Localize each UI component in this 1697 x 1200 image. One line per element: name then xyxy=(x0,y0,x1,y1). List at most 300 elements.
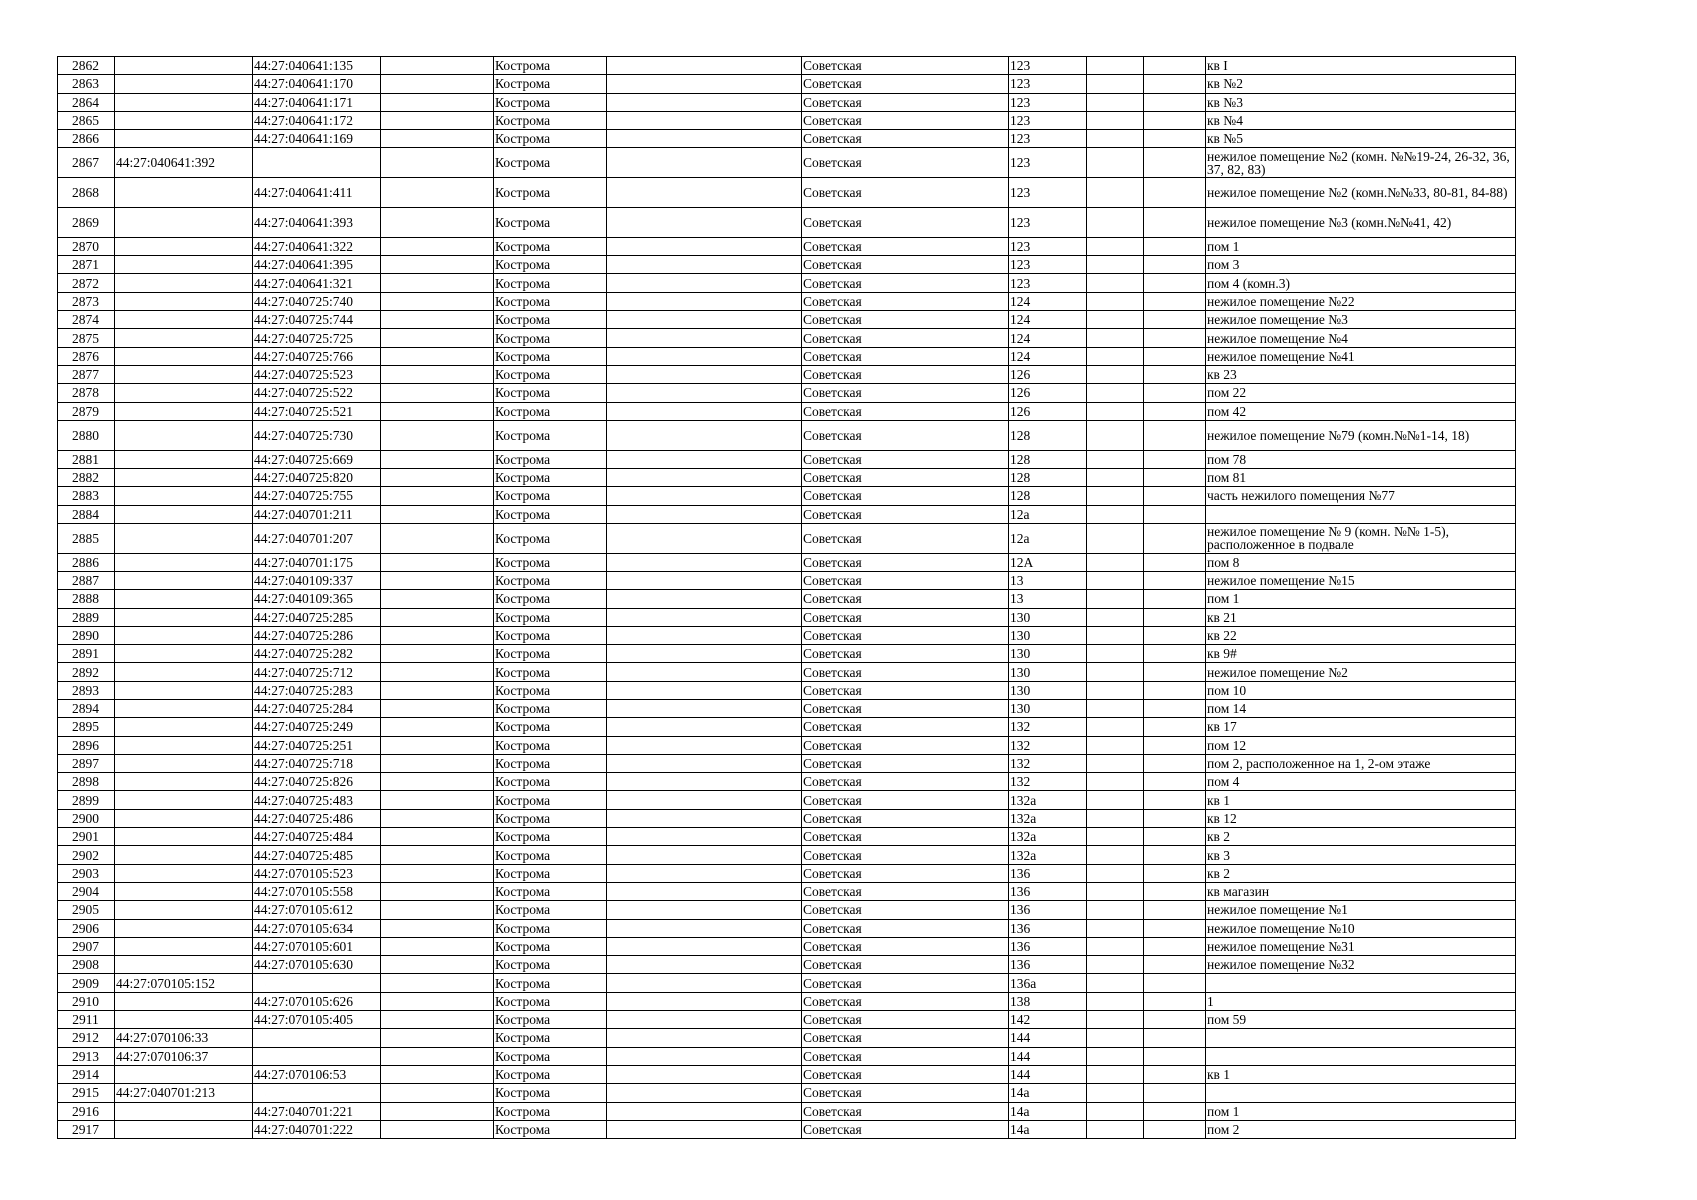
cell-house: 136 xyxy=(1009,864,1087,882)
cell-street: Советская xyxy=(802,828,1009,846)
cell-description: кв 23 xyxy=(1206,365,1516,383)
cell-street: Советская xyxy=(802,736,1009,754)
cell-cadastral-building xyxy=(115,487,253,505)
cell-empty xyxy=(1087,237,1144,255)
cell-empty xyxy=(1144,828,1206,846)
cell-empty xyxy=(1144,809,1206,827)
cell-cadastral-building xyxy=(115,608,253,626)
cell-description: пом 12 xyxy=(1206,736,1516,754)
table-row xyxy=(58,347,1516,365)
cell-cadastral-building xyxy=(115,956,253,974)
cell-empty xyxy=(381,111,494,129)
cell-city: Кострома xyxy=(494,992,607,1010)
cell-empty xyxy=(381,256,494,274)
cell-cadastral-unit xyxy=(253,1084,381,1102)
cell-cadastral-building xyxy=(115,420,253,450)
cell-row-number: 2892 xyxy=(58,663,115,681)
cell-city: Кострома xyxy=(494,608,607,626)
cell-city: Кострома xyxy=(494,256,607,274)
cell-empty xyxy=(1087,1047,1144,1065)
cell-street: Советская xyxy=(802,402,1009,420)
cell-house: 12А xyxy=(1009,553,1087,571)
cell-empty xyxy=(1087,292,1144,310)
cell-empty xyxy=(1144,864,1206,882)
cell-cadastral-building xyxy=(115,384,253,402)
cell-empty xyxy=(607,208,802,238)
cell-empty xyxy=(381,882,494,900)
cell-street: Советская xyxy=(802,256,1009,274)
cell-house: 13 xyxy=(1009,590,1087,608)
cell-cadastral-unit: 44:27:040641:172 xyxy=(253,111,381,129)
cell-cadastral-unit: 44:27:040641:395 xyxy=(253,256,381,274)
cell-empty xyxy=(1144,1065,1206,1083)
table-body xyxy=(58,57,1516,1139)
cell-cadastral-unit: 44:27:040725:483 xyxy=(253,791,381,809)
cell-row-number: 2886 xyxy=(58,553,115,571)
table-row xyxy=(58,754,1516,772)
cell-empty xyxy=(1087,93,1144,111)
cell-empty xyxy=(1144,347,1206,365)
cell-description: нежилое помещение №22 xyxy=(1206,292,1516,310)
cell-city: Кострома xyxy=(494,347,607,365)
cell-house: 130 xyxy=(1009,645,1087,663)
cell-empty xyxy=(607,626,802,644)
cell-cadastral-building xyxy=(115,882,253,900)
cell-cadastral-unit: 44:27:040701:211 xyxy=(253,505,381,523)
cell-empty xyxy=(1144,365,1206,383)
table-row xyxy=(58,1065,1516,1083)
cell-empty xyxy=(607,1084,802,1102)
cell-house: 123 xyxy=(1009,75,1087,93)
cell-city: Кострома xyxy=(494,75,607,93)
cell-house: 13 xyxy=(1009,571,1087,589)
cell-empty xyxy=(1087,773,1144,791)
cell-empty xyxy=(1144,75,1206,93)
cell-empty xyxy=(607,773,802,791)
cell-empty xyxy=(1144,1011,1206,1029)
cell-empty xyxy=(1144,700,1206,718)
cell-cadastral-building xyxy=(115,718,253,736)
cell-empty xyxy=(607,347,802,365)
cell-cadastral-unit: 44:27:040701:222 xyxy=(253,1120,381,1138)
cell-cadastral-unit: 44:27:070105:634 xyxy=(253,919,381,937)
cell-city: Кострома xyxy=(494,450,607,468)
table-row xyxy=(58,1011,1516,1029)
cell-street: Советская xyxy=(802,329,1009,347)
cell-city: Кострома xyxy=(494,1102,607,1120)
cell-empty xyxy=(381,468,494,486)
cell-empty xyxy=(1087,468,1144,486)
cell-street: Советская xyxy=(802,626,1009,644)
cell-empty xyxy=(381,347,494,365)
cell-cadastral-unit: 44:27:040641:135 xyxy=(253,57,381,75)
cell-row-number: 2880 xyxy=(58,420,115,450)
cell-row-number: 2872 xyxy=(58,274,115,292)
cell-empty xyxy=(1087,505,1144,523)
cell-city: Кострома xyxy=(494,329,607,347)
cell-empty xyxy=(1087,864,1144,882)
cell-cadastral-building xyxy=(115,256,253,274)
cell-empty xyxy=(1144,626,1206,644)
table-row xyxy=(58,93,1516,111)
cell-empty xyxy=(1144,681,1206,699)
cell-empty xyxy=(381,974,494,992)
cell-cadastral-unit xyxy=(253,1047,381,1065)
cell-house: 123 xyxy=(1009,237,1087,255)
cell-empty xyxy=(1087,700,1144,718)
cell-empty xyxy=(381,608,494,626)
cell-city: Кострома xyxy=(494,111,607,129)
cell-description: кв №2 xyxy=(1206,75,1516,93)
table-row xyxy=(58,1047,1516,1065)
cell-cadastral-unit: 44:27:040725:282 xyxy=(253,645,381,663)
cell-city: Кострома xyxy=(494,663,607,681)
cell-description: нежилое помещение №4 xyxy=(1206,329,1516,347)
cell-cadastral-unit: 44:27:040725:284 xyxy=(253,700,381,718)
cell-cadastral-building xyxy=(115,450,253,468)
cell-street: Советская xyxy=(802,1029,1009,1047)
cell-description: кв 1 xyxy=(1206,1065,1516,1083)
cell-row-number: 2887 xyxy=(58,571,115,589)
cell-house: 132а xyxy=(1009,809,1087,827)
cell-row-number: 2885 xyxy=(58,523,115,553)
cell-empty xyxy=(607,384,802,402)
cell-empty xyxy=(607,919,802,937)
cell-street: Советская xyxy=(802,1084,1009,1102)
cell-house: 14а xyxy=(1009,1120,1087,1138)
cell-empty xyxy=(607,956,802,974)
cell-empty xyxy=(607,901,802,919)
cell-empty xyxy=(607,828,802,846)
cell-empty xyxy=(1087,111,1144,129)
cell-house: 130 xyxy=(1009,626,1087,644)
cell-empty xyxy=(1087,329,1144,347)
cell-empty xyxy=(1087,553,1144,571)
cell-empty xyxy=(1087,718,1144,736)
cell-city: Кострома xyxy=(494,590,607,608)
cell-cadastral-building xyxy=(115,468,253,486)
cell-row-number: 2904 xyxy=(58,882,115,900)
table-row xyxy=(58,208,1516,238)
cell-house: 132 xyxy=(1009,773,1087,791)
cell-city: Кострома xyxy=(494,736,607,754)
cell-house: 124 xyxy=(1009,292,1087,310)
cell-row-number: 2894 xyxy=(58,700,115,718)
cell-empty xyxy=(381,292,494,310)
cell-cadastral-building: 44:27:040641:392 xyxy=(115,148,253,178)
cell-empty xyxy=(381,1029,494,1047)
cell-cadastral-unit: 44:27:040725:485 xyxy=(253,846,381,864)
cell-row-number: 2889 xyxy=(58,608,115,626)
cell-cadastral-building xyxy=(115,590,253,608)
table-row xyxy=(58,450,1516,468)
cell-cadastral-unit: 44:27:040641:170 xyxy=(253,75,381,93)
cell-cadastral-building xyxy=(115,937,253,955)
cell-street: Советская xyxy=(802,468,1009,486)
cell-row-number: 2917 xyxy=(58,1120,115,1138)
cell-empty xyxy=(607,645,802,663)
cell-city: Кострома xyxy=(494,365,607,383)
cell-street: Советская xyxy=(802,864,1009,882)
cell-house: 124 xyxy=(1009,311,1087,329)
cell-empty xyxy=(607,937,802,955)
cell-cadastral-building xyxy=(115,505,253,523)
cell-description: нежилое помещение № 9 (комн. №№ 1-5), расположенное в подвале xyxy=(1206,523,1516,553)
cell-empty xyxy=(381,992,494,1010)
cell-row-number: 2881 xyxy=(58,450,115,468)
cell-empty xyxy=(1144,178,1206,208)
cell-city: Кострома xyxy=(494,553,607,571)
cell-empty xyxy=(1087,420,1144,450)
cell-house: 136а xyxy=(1009,974,1087,992)
table-row xyxy=(58,274,1516,292)
cell-empty xyxy=(607,93,802,111)
cell-street: Советская xyxy=(802,571,1009,589)
cell-city: Кострома xyxy=(494,1047,607,1065)
cell-empty xyxy=(381,130,494,148)
cell-empty xyxy=(381,148,494,178)
cell-house: 128 xyxy=(1009,420,1087,450)
table-row xyxy=(58,571,1516,589)
cell-empty xyxy=(381,828,494,846)
cell-house: 138 xyxy=(1009,992,1087,1010)
cell-description: пом 2, расположенное на 1, 2-ом этаже xyxy=(1206,754,1516,772)
cell-street: Советская xyxy=(802,93,1009,111)
cell-description: нежилое помещение №1 xyxy=(1206,901,1516,919)
cell-cadastral-unit xyxy=(253,148,381,178)
table-row xyxy=(58,864,1516,882)
cell-city: Кострома xyxy=(494,274,607,292)
cell-description: пом 78 xyxy=(1206,450,1516,468)
cell-empty xyxy=(1144,237,1206,255)
cell-city: Кострома xyxy=(494,505,607,523)
cell-description: нежилое помещение №3 xyxy=(1206,311,1516,329)
cell-house: 123 xyxy=(1009,208,1087,238)
table-row xyxy=(58,645,1516,663)
cell-street: Советская xyxy=(802,1065,1009,1083)
cell-description: кв I xyxy=(1206,57,1516,75)
cell-empty xyxy=(381,450,494,468)
table-row xyxy=(58,663,1516,681)
table-row xyxy=(58,505,1516,523)
cell-cadastral-building xyxy=(115,791,253,809)
cell-cadastral-unit: 44:27:040641:322 xyxy=(253,237,381,255)
cell-city: Кострома xyxy=(494,791,607,809)
cell-city: Кострома xyxy=(494,1120,607,1138)
cell-description: пом 59 xyxy=(1206,1011,1516,1029)
cell-street: Советская xyxy=(802,178,1009,208)
cell-cadastral-building xyxy=(115,1120,253,1138)
cell-description: кв №5 xyxy=(1206,130,1516,148)
cell-empty xyxy=(1144,93,1206,111)
cell-empty xyxy=(1087,828,1144,846)
table-row xyxy=(58,553,1516,571)
cell-city: Кострома xyxy=(494,937,607,955)
cell-street: Советская xyxy=(802,365,1009,383)
cell-cadastral-unit xyxy=(253,1029,381,1047)
cell-empty xyxy=(381,420,494,450)
cell-description xyxy=(1206,974,1516,992)
table-row xyxy=(58,1102,1516,1120)
cell-cadastral-unit: 44:27:070105:612 xyxy=(253,901,381,919)
cell-cadastral-building xyxy=(115,663,253,681)
cell-row-number: 2899 xyxy=(58,791,115,809)
cell-empty xyxy=(381,937,494,955)
cell-empty xyxy=(381,237,494,255)
cell-empty xyxy=(1144,1120,1206,1138)
cell-house: 130 xyxy=(1009,663,1087,681)
cell-cadastral-building xyxy=(115,864,253,882)
cell-description xyxy=(1206,1029,1516,1047)
cell-description: кв 2 xyxy=(1206,864,1516,882)
cell-empty xyxy=(381,1084,494,1102)
cell-cadastral-unit: 44:27:040725:283 xyxy=(253,681,381,699)
cell-house: 128 xyxy=(1009,468,1087,486)
cell-cadastral-building xyxy=(115,681,253,699)
cell-empty xyxy=(381,736,494,754)
cell-street: Советская xyxy=(802,681,1009,699)
cell-empty xyxy=(381,208,494,238)
cell-cadastral-unit: 44:27:040641:393 xyxy=(253,208,381,238)
cell-empty xyxy=(381,645,494,663)
cell-city: Кострома xyxy=(494,956,607,974)
cell-street: Советская xyxy=(802,1011,1009,1029)
table-row xyxy=(58,130,1516,148)
cell-empty xyxy=(381,487,494,505)
cell-cadastral-building xyxy=(115,365,253,383)
cell-description: нежилое помещение №15 xyxy=(1206,571,1516,589)
cell-row-number: 2884 xyxy=(58,505,115,523)
cell-empty xyxy=(607,1047,802,1065)
cell-empty xyxy=(381,864,494,882)
cell-empty xyxy=(607,468,802,486)
cell-empty xyxy=(1144,402,1206,420)
cell-cadastral-building xyxy=(115,1102,253,1120)
cell-empty xyxy=(1087,882,1144,900)
cell-description: нежилое помещение №31 xyxy=(1206,937,1516,955)
cell-cadastral-unit: 44:27:040725:820 xyxy=(253,468,381,486)
cell-house: 136 xyxy=(1009,901,1087,919)
cell-empty xyxy=(607,75,802,93)
cell-row-number: 2900 xyxy=(58,809,115,827)
cell-house: 123 xyxy=(1009,130,1087,148)
cell-empty xyxy=(381,553,494,571)
cell-street: Советская xyxy=(802,450,1009,468)
cell-empty xyxy=(1144,505,1206,523)
cell-empty xyxy=(381,700,494,718)
cell-empty xyxy=(1087,57,1144,75)
cell-empty xyxy=(607,700,802,718)
cell-description: нежилое помещение №41 xyxy=(1206,347,1516,365)
cell-empty xyxy=(1087,919,1144,937)
cell-empty xyxy=(607,1065,802,1083)
cell-empty xyxy=(1144,773,1206,791)
cell-description xyxy=(1206,1084,1516,1102)
cell-cadastral-unit: 44:27:040641:321 xyxy=(253,274,381,292)
cell-city: Кострома xyxy=(494,828,607,846)
cell-city: Кострома xyxy=(494,384,607,402)
cell-street: Советская xyxy=(802,292,1009,310)
cell-house: 123 xyxy=(1009,111,1087,129)
cell-cadastral-unit: 44:27:070105:626 xyxy=(253,992,381,1010)
cell-cadastral-building xyxy=(115,553,253,571)
cell-cadastral-unit: 44:27:040725:718 xyxy=(253,754,381,772)
cell-street: Советская xyxy=(802,608,1009,626)
cell-empty xyxy=(1144,974,1206,992)
cell-empty xyxy=(381,590,494,608)
cell-empty xyxy=(1144,1047,1206,1065)
cell-house: 130 xyxy=(1009,700,1087,718)
table-row xyxy=(58,311,1516,329)
cell-city: Кострома xyxy=(494,292,607,310)
cell-empty xyxy=(1144,791,1206,809)
cell-house: 126 xyxy=(1009,365,1087,383)
cell-street: Советская xyxy=(802,75,1009,93)
cell-description: пом 1 xyxy=(1206,237,1516,255)
cell-cadastral-unit: 44:27:040725:669 xyxy=(253,450,381,468)
cell-cadastral-building xyxy=(115,1065,253,1083)
cell-empty xyxy=(1087,450,1144,468)
cell-description: кв 22 xyxy=(1206,626,1516,644)
cell-cadastral-unit: 44:27:040109:337 xyxy=(253,571,381,589)
cell-house: 144 xyxy=(1009,1029,1087,1047)
cell-row-number: 2901 xyxy=(58,828,115,846)
cell-empty xyxy=(1087,645,1144,663)
cell-street: Советская xyxy=(802,956,1009,974)
cell-cadastral-building: 44:27:070105:152 xyxy=(115,974,253,992)
cell-cadastral-building xyxy=(115,111,253,129)
cell-empty xyxy=(1087,736,1144,754)
cell-empty xyxy=(381,57,494,75)
cell-cadastral-building xyxy=(115,311,253,329)
cell-cadastral-building xyxy=(115,93,253,111)
table-row xyxy=(58,384,1516,402)
cell-row-number: 2909 xyxy=(58,974,115,992)
cell-street: Советская xyxy=(802,791,1009,809)
cell-row-number: 2863 xyxy=(58,75,115,93)
cell-row-number: 2898 xyxy=(58,773,115,791)
cell-city: Кострома xyxy=(494,1065,607,1083)
cell-row-number: 2882 xyxy=(58,468,115,486)
cell-house: 130 xyxy=(1009,681,1087,699)
cell-empty xyxy=(381,681,494,699)
cell-empty xyxy=(1144,487,1206,505)
cell-cadastral-building xyxy=(115,846,253,864)
table-row xyxy=(58,1084,1516,1102)
cell-empty xyxy=(1087,571,1144,589)
cell-cadastral-building xyxy=(115,626,253,644)
cell-house: 14а xyxy=(1009,1084,1087,1102)
cell-city: Кострома xyxy=(494,718,607,736)
cell-row-number: 2888 xyxy=(58,590,115,608)
cell-city: Кострома xyxy=(494,57,607,75)
cell-row-number: 2891 xyxy=(58,645,115,663)
cell-street: Советская xyxy=(802,311,1009,329)
cell-empty xyxy=(1144,468,1206,486)
cell-city: Кострома xyxy=(494,420,607,450)
cell-row-number: 2878 xyxy=(58,384,115,402)
cell-empty xyxy=(1087,208,1144,238)
cell-cadastral-unit: 44:27:070105:558 xyxy=(253,882,381,900)
cell-cadastral-unit: 44:27:040725:486 xyxy=(253,809,381,827)
cell-city: Кострома xyxy=(494,178,607,208)
cell-cadastral-building xyxy=(115,274,253,292)
cell-cadastral-unit: 44:27:070105:601 xyxy=(253,937,381,955)
cell-cadastral-unit: 44:27:040725:740 xyxy=(253,292,381,310)
cell-row-number: 2903 xyxy=(58,864,115,882)
cell-empty xyxy=(607,523,802,553)
cell-house: 124 xyxy=(1009,329,1087,347)
